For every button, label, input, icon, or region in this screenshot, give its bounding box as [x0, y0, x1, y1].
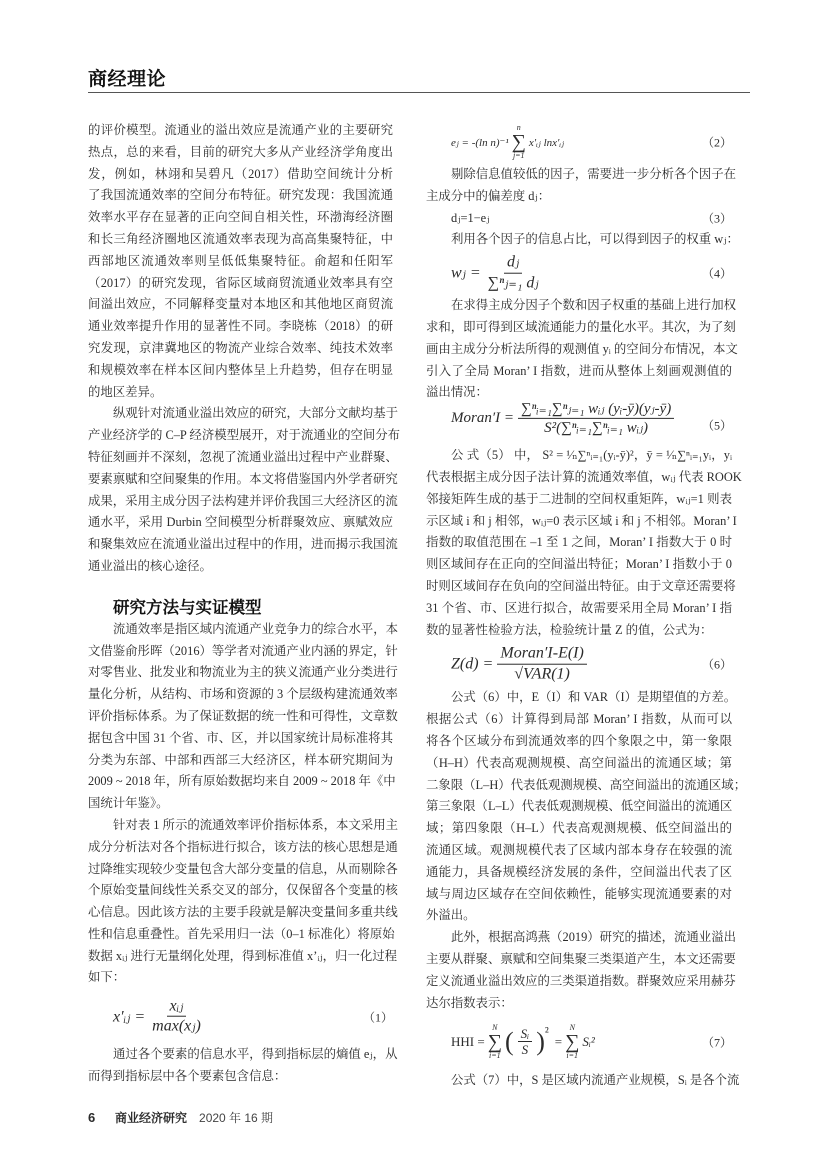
text-line: 示区域 i 和 j 相邻，wᵢⱼ=0 表示区域 i 和 j 不相邻。Moran’ I: [426, 513, 737, 528]
equation-lhs: Z(d) =: [451, 655, 494, 673]
text-line: 域与周边区域存在空间依赖性，能够实现流通要素的对: [426, 886, 732, 901]
text-line: 第三象限（L–L）代表低观测规模、低空间溢出的流通区: [426, 799, 733, 814]
equation-number: （1）: [362, 1010, 393, 1025]
text-line: 成分分析法对各个指标进行拟合，该方法的核心思想是通: [88, 839, 398, 854]
text-line: 性和信息重叠性。首先采用归一法（0–1 标准化）将原始: [88, 926, 395, 941]
text-line: 对零售业、批发业和物流业为主的狭义流通产业分类进行: [88, 665, 398, 680]
equation-number: （2）: [701, 135, 732, 150]
equation-denominator: S²(∑ⁿᵢ₌₁∑ⁿᵢ₌₁ wᵢⱼ): [544, 419, 649, 436]
sum-upper: N: [569, 1023, 575, 1033]
equation-denominator: max(xⱼ): [152, 1017, 201, 1035]
paren-close: ): [536, 1027, 545, 1057]
text-line: 剔除信息值较低的因子，需要进一步分析各个因子在: [451, 167, 736, 181]
text-line: 要素禀赋和空间聚集的作用。本文将借鉴国内外学者研究: [88, 471, 398, 486]
equation-1: [88, 989, 393, 1044]
equation-3: [426, 208, 732, 230]
text-line: 达尔指数表示：: [426, 995, 513, 1010]
sum-sign: ∑: [511, 131, 526, 153]
text-line: 数据 xᵢⱼ 进行无量纲化处理，得到标准值 x’ᵢⱼ，归一化过程: [88, 948, 398, 963]
text-line: 溢出情况：: [426, 385, 488, 400]
equation-denominator: S: [521, 1042, 529, 1058]
equation-lhs: x′ᵢⱼ =: [113, 1008, 146, 1026]
paragraph: [426, 445, 742, 641]
text-line: 公式（7）中，S 是区域内流通产业规模，Sᵢ 是各个流: [451, 1073, 740, 1088]
text-line: 画由主成分分析法所得的观测值 yᵢ 的空间分布情况，本文: [426, 341, 738, 356]
equation-2: [426, 120, 732, 164]
text-line: 热点，总的来看，目前的研究大多从产业经济学角度出: [88, 144, 393, 159]
text-line: 通能力，具备规模经济发展的条件，空间溢出代表了区: [426, 864, 732, 879]
text-line: 公 式（5） 中， S² = ¹⁄ₙ∑ⁿᵢ₌₁(yᵢ-ȳ)²，ȳ = ¹⁄ₙ∑ⁿᵢ₌₁yᵢ，yᵢ: [451, 448, 732, 463]
running-title: 商经理论: [88, 69, 167, 90]
text-line: 定义流通业溢出效应的三类渠道指数。群聚效应采用赫芬: [426, 973, 736, 988]
text-line: 公式（6）中，E（I）和 VAR（I）是期望值的方差。: [451, 690, 737, 705]
text-line: 引入了全局 Moran’ I 指数，进而从整体上刻画观测值的: [426, 363, 732, 378]
header-rule: [88, 92, 750, 93]
text-line: 和长三角经济圈地区流通效率表现为高高集聚特征，中: [88, 231, 393, 246]
text-line: 西部地区流通效率则呈低低集聚特征。俞超和任阳军: [88, 253, 393, 268]
equation-numerator: dⱼ: [504, 254, 522, 273]
text-line: 利用各个因子的信息占比，可以得到因子的权重 wⱼ：: [451, 232, 739, 247]
text-line: 特征刻画并不深刻，忽视了流通业溢出过程中产业群聚、: [88, 449, 398, 464]
text-line: 的地区差异。: [88, 384, 163, 399]
sum-upper: N: [492, 1023, 498, 1033]
section-heading-block: [88, 578, 393, 619]
equation-number: （5）: [701, 418, 732, 433]
equation-lhs: eⱼ = -(ln n)⁻¹: [451, 136, 509, 149]
text-line: （2017）的研究发现，省际区域商贸流通业效率具有空: [88, 275, 393, 290]
text-line: 通业效率提升作用的显著性不同。李晓栋（2018）的研: [88, 319, 393, 334]
sum-sign: ∑: [565, 1031, 580, 1054]
sum-lower: j=1: [512, 151, 525, 160]
equation-numerator: Moran′I-E(I): [497, 645, 586, 664]
text-line: 据包含中国 31 个省、市、区，并以国家统计局标准将其: [88, 730, 393, 745]
text-line: 而得到指标层中各个要素包含信息：: [88, 1069, 287, 1084]
text-line: 了我国流通效率的空间分布特征。研究发现：我国流通: [88, 188, 393, 203]
text-line: 量化分析，从结构、市场和资源的 3 个层级构建流通效率: [88, 687, 398, 702]
text-line: 过降维实现较少变量包含大部分变量的信息，从而剔除各: [88, 861, 398, 876]
paragraph: [426, 229, 739, 251]
equation-lhs: wⱼ =: [451, 265, 481, 283]
text-line: 效率水平存在显著的正向空间自相关性，环渤海经济圈: [88, 210, 393, 225]
equation-4: [426, 251, 732, 295]
text-line: 和聚集效应在流通业溢出过程中的作用，进而揭示我国流: [88, 537, 398, 552]
text-line: 求和，即可得到区域流通能力的量化水平。其次，为了刻: [426, 319, 736, 334]
paragraph: [88, 815, 398, 989]
text-line: 根据公式（6）计算得到局部 Moran’ I 指数，从而可以: [426, 712, 732, 727]
equation-numerator: Sᵢ: [518, 1027, 533, 1043]
text-line: 发，例如，林翊和吴碧凡（2017）借助空间统计分析: [88, 166, 393, 181]
text-line: 究发现，京津冀地区的物流产业综合效率、纯技术效率: [88, 340, 393, 355]
equation-lhs: Moran′I =: [451, 410, 514, 427]
paragraph: [426, 295, 738, 404]
text-line: 评价指标体系。为了保证数据的统一性和可得性，文章数: [88, 708, 398, 723]
equation-denominator: √VAR(1): [514, 665, 570, 683]
text-line: 将各个区域分布到流通效率的四个象限之中，第一象限: [426, 733, 732, 748]
text-line: 时则区域间存在负向的空间溢出特征。由于文章还需要将: [426, 578, 736, 593]
paragraph: [426, 927, 736, 1014]
text-line: （H–H）代表高观测规模、高空间溢出的流通区域；第: [426, 755, 732, 770]
text-line: 文借鉴俞彤晖（2016）等学者对流通产业内涵的界定，针: [88, 643, 398, 658]
square-exponent: ²: [544, 1024, 549, 1040]
text-line: 二象限（L–H）代表低观测规模、高空间溢出的流通区域；: [426, 777, 747, 792]
text-line: 的评价模型。流通业的溢出效应是流通产业的主要研究: [88, 123, 393, 137]
text-line: 此外，根据高鸿燕（2019）研究的描述，流通业溢出: [451, 930, 736, 945]
text-line: 和规模效率在样本区间内整体呈上升趋势，但存在明显: [88, 362, 393, 377]
sum-sign: ∑: [487, 1031, 502, 1054]
equation-number: （6）: [701, 657, 732, 672]
paren-open: (: [504, 1027, 514, 1057]
text-line: 如下：: [88, 970, 126, 985]
paragraph: [426, 1070, 740, 1092]
sum-lower: i=1: [566, 1051, 579, 1061]
page-footer: [88, 1109, 273, 1126]
text-line: 间溢出效应，不同解释变量对本地区和其他地区商贸流: [88, 297, 393, 312]
text-line: 针对表 1 所示的流通效率评价指标体系，本文采用主: [113, 817, 398, 832]
issue-label: 2020 年 16 期: [199, 1111, 274, 1125]
paragraph: [88, 1044, 398, 1088]
text-line: 流通效率是指区域内流通产业竞争力的综合水平，本: [113, 621, 398, 636]
paragraph: [88, 403, 401, 577]
text-line: 2009 ~ 2018 年，所有原始数据均来自 2009 ~ 2018 年《中: [88, 774, 396, 789]
text-line: 心信息。因此该方法的主要手段就是解决变量间多重共线: [88, 905, 398, 920]
text-line: 邻接矩阵生成的基于二进制的空间权重矩阵，wᵢⱼ=1 则表: [426, 491, 732, 506]
equation-tail: x′ᵢⱼ lnx′ᵢⱼ: [528, 136, 565, 149]
text-line: 通过各个要素的信息水平，得到指标层的熵值 eⱼ，从: [113, 1047, 398, 1062]
text-line: 数的显著性检验方法，检验统计量 Z 的值，公式为：: [426, 622, 713, 637]
equation-5: [426, 400, 732, 445]
section-heading: 研究方法与实证模型: [113, 598, 262, 617]
equation-number: （7）: [701, 1035, 732, 1050]
equation-number: （4）: [701, 266, 732, 281]
equation-equals: =: [554, 1034, 563, 1050]
text-line: 在求得主成分因子个数和因子权重的基础上进行加权: [451, 298, 736, 313]
equation-number: （3）: [701, 211, 732, 226]
right-column: [426, 120, 747, 1092]
text-line: 通水平，采用 Durbin 空间模型分析群聚效应、禀赋效应: [88, 515, 393, 530]
text-line: 外溢出。: [426, 908, 476, 923]
text-line: 31 个省、市、区进行拟合，故需要采用全局 Moran’ I 指: [426, 600, 732, 615]
sum-upper: n: [516, 123, 521, 132]
text-line: 个原始变量间线性关系交叉的部分，仅保留各个变量的核: [88, 883, 398, 898]
left-column: [88, 120, 401, 1088]
text-line: 主成分中的偏差度 dⱼ：: [426, 188, 551, 203]
text-line: 指数的取值范围在 –1 至 1 之间，Moran’ I 指数大于 0 时: [426, 535, 732, 550]
paragraph: [88, 120, 393, 403]
equation-tail: Sᵢ²: [582, 1034, 595, 1050]
text-line: 纵观针对流通业溢出效应的研究，大部分文献均基于: [113, 406, 398, 421]
text-line: 则区域间存在正向的空间溢出特征；Moran’ I 指数小于 0: [426, 557, 732, 572]
text-line: 主要从群聚、禀赋和空间集聚三类渠道产生，本文还需要: [426, 951, 736, 966]
text-line: 流通区域。观测规模代表了区域内部本身存在较强的流: [426, 842, 732, 857]
equation-numerator: xᵢⱼ: [167, 997, 187, 1016]
paragraph: [426, 687, 747, 927]
equation-7: [426, 1014, 732, 1070]
text-line: 分类为东部、中部和西部三大经济区，样本研究期间为: [88, 752, 393, 767]
journal-name: 商业经济研究: [115, 1111, 188, 1125]
equation-6: [426, 641, 732, 687]
equation-denominator: ∑ⁿⱼ₌₁ dⱼ: [487, 274, 539, 292]
text-line: 成果，采用主成分因子法构建并评价我国三大经济区的流: [88, 493, 398, 508]
text-line: 代表根据主成分因子法计算的流通效率值，wᵢⱼ 代表 ROOK: [426, 469, 742, 484]
text-line: 通业溢出的核心途径。: [88, 558, 212, 573]
equation-text: dⱼ=1−eⱼ: [451, 211, 490, 226]
text-line: 产业经济学的 C–P 经济模型展开，对于流通业的空间分布: [88, 428, 401, 443]
paragraph: [426, 164, 736, 208]
text-line: 域；第四象限（H–L）代表高观测规模、低空间溢出的: [426, 821, 732, 836]
equation-lhs: HHI =: [451, 1034, 485, 1050]
sum-lower: i=1: [489, 1051, 501, 1061]
equation-numerator: ∑ⁿᵢ₌₁∑ⁿⱼ₌₁ wᵢⱼ (yᵢ-ȳ)(yⱼ-ȳ): [518, 400, 674, 418]
page-number: 6: [88, 1110, 96, 1125]
text-line: 国统计年鉴》。: [88, 796, 169, 811]
paragraph: [88, 619, 398, 815]
